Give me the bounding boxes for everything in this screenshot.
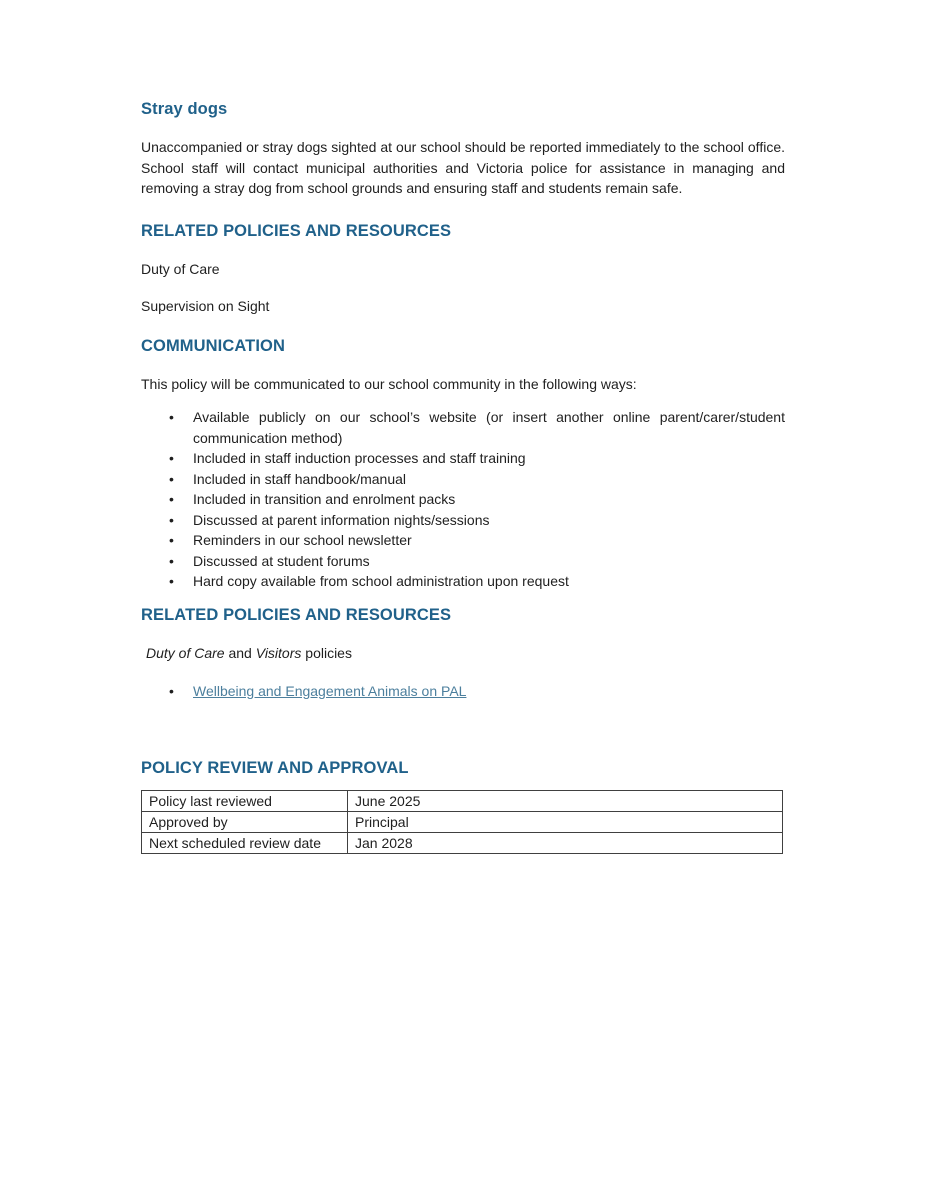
related-policy-duty-of-care: Duty of Care [141,260,220,277]
communication-bullet-list [141,407,785,592]
document-content [141,0,785,854]
text-and: and [224,644,256,661]
list-item: • Included in staff induction processes and staff training [193,448,785,469]
heading-communication: COMMUNICATION [141,336,285,355]
table-cell-value: Principal [348,811,783,832]
list-item: • Included in transition and enrolment packs [193,489,785,510]
related-policy-supervision: Supervision on Sight [141,298,270,314]
table-cell-label: Approved by [142,811,348,832]
list-item: • Hard copy available from school administration upon request [193,571,785,592]
list-item: • Included in staff handbook/manual [193,469,785,490]
heading-stray-dogs: Stray dogs [141,100,228,118]
table-row [142,811,783,832]
communication-intro: This policy will be communicated to our school community in the following ways: [141,375,637,392]
heading-related-policies-1: RELATED POLICIES AND RESOURCES [141,221,452,240]
paragraph-stray-dogs: Unaccompanied or stray dogs sighted at our school should be reported immediately to the school office. School staff will contact municipal authorities and Victoria police for assistance in managing and removing a stray dog from school grounds and ensuring staff and students remain safe. [141,139,785,196]
table-cell-label: Next scheduled review date [142,832,348,853]
table-cell-value: Jan 2028 [348,832,783,853]
list-item: • Discussed at parent information nights/sessions [193,510,785,531]
table-row [142,790,783,811]
wellbeing-engagement-animals-link[interactable]: Wellbeing and Engagement Animals on PAL [193,683,467,699]
list-item: • Reminders in our school newsletter [193,530,785,551]
related-resources-list [141,681,785,702]
heading-related-policies-2: RELATED POLICIES AND RESOURCES [141,605,452,624]
policy-name-visitors: Visitors [255,644,302,661]
policy-review-table [141,790,783,854]
table-row [142,832,783,853]
table-cell-label: Policy last reviewed [142,790,348,811]
list-item [193,681,785,702]
list-item: • Available publicly on our school’s website (or insert another online parent/carer/student communication method) [193,407,785,448]
table-cell-value: June 2025 [348,790,783,811]
related-policies-line [141,643,785,664]
text-policies: policies [301,644,352,661]
heading-policy-review: POLICY REVIEW AND APPROVAL [141,758,409,777]
policy-name-duty-of-care: Duty of Care [146,644,225,661]
list-item: • Discussed at student forums [193,551,785,572]
